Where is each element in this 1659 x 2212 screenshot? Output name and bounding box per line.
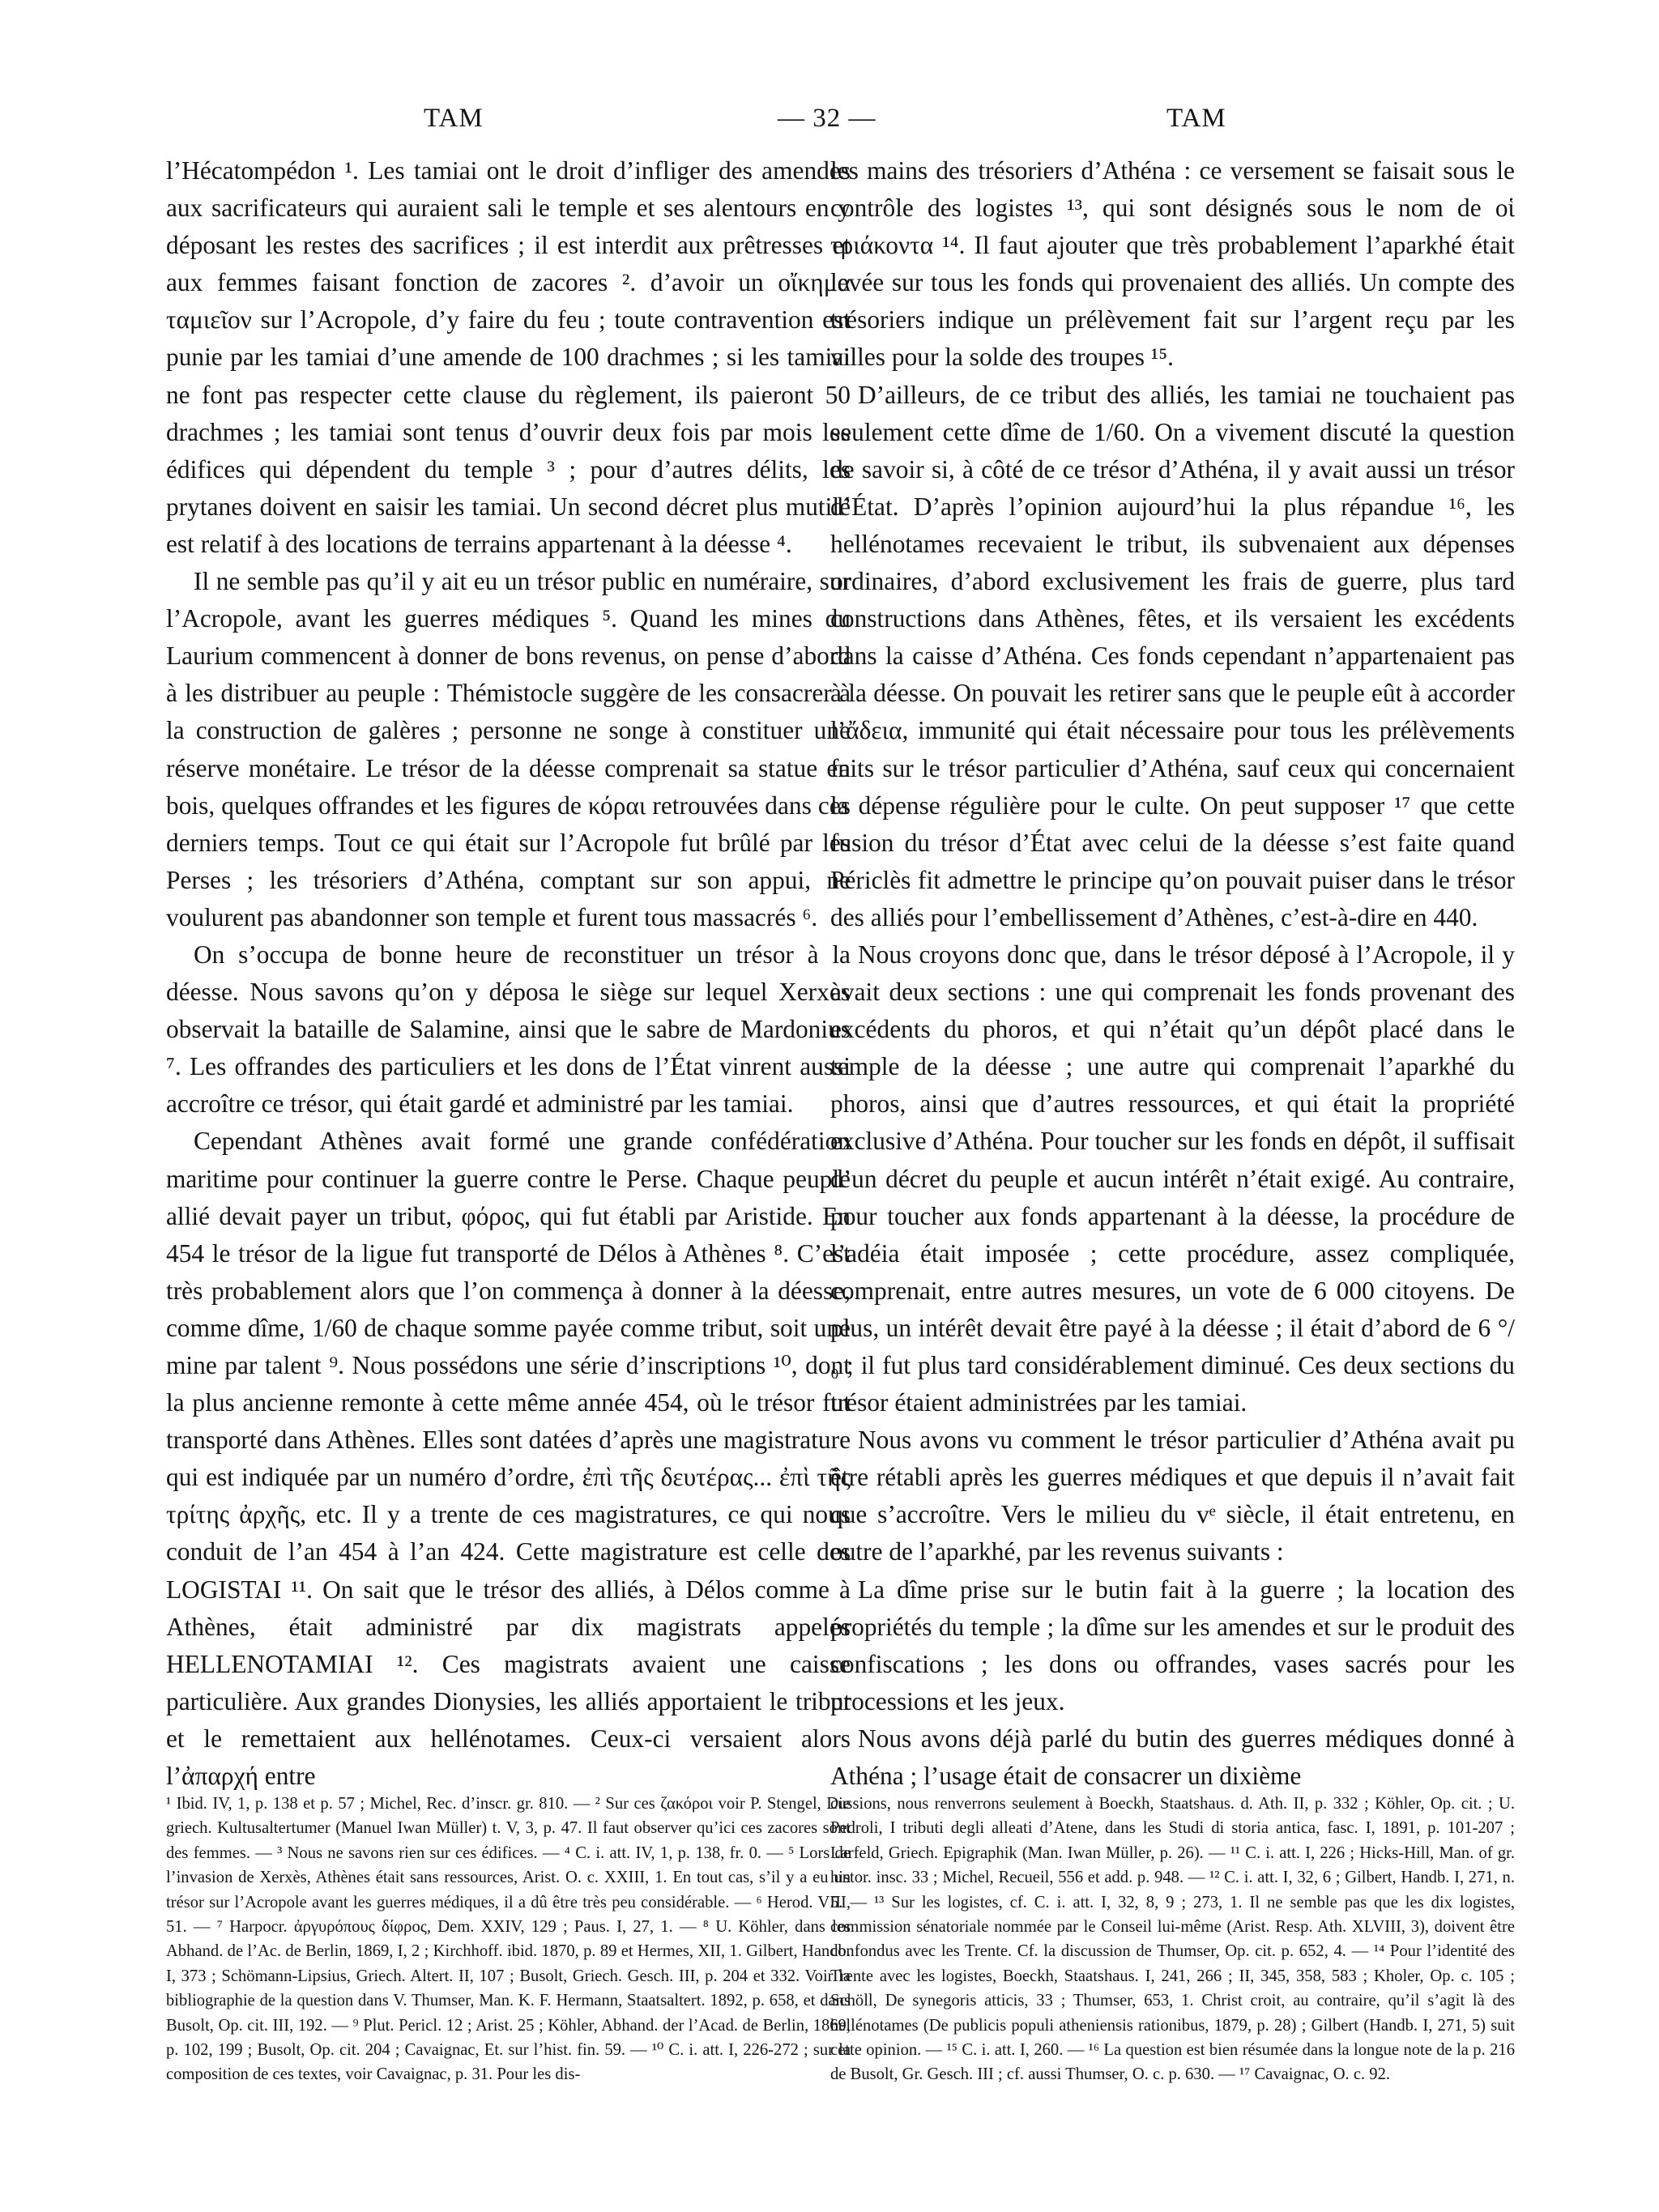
right-paragraph-1: les mains des trésoriers d’Athéna : ce versement se faisait sous le contrôle des logistes ¹³, qui sont désignés sous le nom de οἱ τριάκοντα ¹⁴. Il faut ajouter que très probablement l’aparkhé était levée sur tous les fonds qui provenaient des alliés. Un compte des trésoriers indique un prélèvement fait sur l’argent reçu par les villes pour la solde des troupes ¹⁵. [830,156,1515,372]
right-paragraph-6: Nous avons déjà parlé du butin des guerres médiques donné à Athéna ; l’usage était de consacrer un dixième [830,1724,1515,1791]
right-paragraph-3: Nous croyons donc que, dans le trésor déposé à l’Acropole, il y avait deux sections : une qui comprenait les fonds provenant des excédents du phoros, et qui n’était qu’un dépôt placé dans le temple de la déesse ; une autre qui comprenait l’aparkhé du phoros, ainsi que d’autres ressources, et qui était la propriété exclusive d’Athéna. Pour toucher sur les fonds en dépôt, il suffisait d’un décret du peuple et aucun intérêt n’était exigé. Au contraire, pour toucher aux fonds appartenant à la déesse, la procédure de l’adéia était imposée ; cette procédure, assez compliquée, comprenait, entre autres mesures, un vote de 6 000 citoyens. De plus, un intérêt devait être payé à la déesse ; il était d’abord de 6 °/₀ ; il fut plus tard considérablement diminué. Ces deux sections du trésor étaient administrées par les tamiai. [830,940,1515,1417]
footnotes-right [830,1792,1515,2087]
left-paragraph-2: Il ne semble pas qu’il y ait eu un trésor public en numéraire, sur l’Acropole, avant les guerres médiques ⁵. Quand les mines du Laurium commencent à donner de bons revenus, on pense d’abord à les distribuer au peuple : Thémistocle suggère de les consacrer à la construction de galères ; personne ne songe à constituer une réserve monétaire. Le trésor de la déesse comprenait sa statue en bois, quelques offrandes et les figures de κόραι retrouvées dans ces derniers temps. Tout ce qui était sur l’Acropole fut brûlé par les Perses ; les trésoriers d’Athéna, comptant sur son appui, ne voulurent pas abandonner son temple et furent tous massacrés ⁶. [166,567,851,931]
right-paragraph-2: D’ailleurs, de ce tribut des alliés, les tamiai ne touchaient pas seulement cette dîme de 1/60. On a vivement discuté la question de savoir si, à côté de ce trésor d’Athéna, il y avait aussi un trésor d’État. D’après l’opinion aujourd’hui la plus répandue ¹⁶, les hellénotames recevaient le tribut, ils subvenaient aux dépenses ordinaires, d’abord exclusivement les frais de guerre, plus tard constructions dans Athènes, fêtes, et ils versaient les excédents dans la caisse d’Athéna. Ces fonds cependant n’appartenaient pas à la déesse. On pouvait les retirer sans que le peuple eût à accorder l’ἄδεια, immunité qui était nécessaire pour tous les prélèvements faits sur le trésor particulier d’Athéna, sauf ceux qui concernaient la dépense régulière pour le culte. On peut supposer ¹⁷ que cette fusion du trésor d’État avec celui de la déesse s’est faite quand Périclès fit admettre le principe qu’on pouvait puiser dans le trésor des alliés pour l’embellissement d’Athènes, c’est-à-dire en 440. [830,380,1515,931]
left-paragraph-4: Cependant Athènes avait formé une grande confédération maritime pour continuer la guerre contre le Perse. Chaque peuple allié devait payer un tribut, φόρος, qui fut établi par Aristide. En 454 le trésor de la ligue fut transporté de Délos à Athènes ⁸. C’est très probablement alors que l’on commença à donner à la déesse, comme dîme, 1/60 de chaque somme payée comme tribut, soit une mine par talent ⁹. Nous possédons une série d’inscriptions ¹⁰, dont la plus ancienne remonte à cette même année 454, où le trésor fut transporté dans Athènes. Elles sont datées d’après une magistrature qui est indiquée par un numéro d’ordre, ἐπὶ τῆς δευτέρας... ἐπὶ τῆς τρίτης ἀρχῆς, etc. Il y a trente de ces magistratures, ce qui nous conduit de l’an 454 à l’an 424. Cette magistrature est celle des LOGISTAI ¹¹. On sait que le trésor des alliés, à Délos comme à Athènes, était administré par dix magistrats appelés HELLENOTAMIAI ¹². Ces magistrats avaient une caisse particulière. Aux grandes Dionysies, les alliés apportaient le tribut et le remettaient aux hellénotames. Ceux-ci versaient alors l’ἀπαρχή entre [166,1127,851,1791]
left-paragraph-3: On s’occupa de bonne heure de reconstituer un trésor à la déesse. Nous savons qu’on y déposa le siège sur lequel Xerxès observait la bataille de Salamine, ainsi que le sabre de Mardonius ⁷. Les offrandes des particuliers et les dons de l’État vinrent aussi accroître ce trésor, qui était gardé et administré par les tamiai. [166,940,851,1119]
footnotes-right-text: cussions, nous renverrons seulement à Boeckh, Staatshaus. d. Ath. II, p. 332 ; Köhler, Op. cit. ; U. Pedroli, I tributi degli alleati d’Atene, dans les Studi di storia antica, fasc. I, 1891, p. 101-207 ; Larfeld, Griech. Epigraphik (Man. Iwan Müller, p. 26). — ¹¹ C. i. att. I, 226 ; Hicks-Hill, Man. of gr. histor. insc. 33 ; Michel, Recueil, 556 et add. p. 948. — ¹² C. i. att. I, 32, 6 ; Gilbert, Handb. I, 271, n. 5. — ¹³ Sur les logistes, cf. C. i. att. I, 32, 8, 9 ; 273, 1. Il ne semble pas que les dix logistes, commission sénatoriale nommée par le Conseil lui-même (Arist. Resp. Ath. XLVIII, 3), doivent être confondus avec les Trente. Cf. la discussion de Thumser, Op. cit. p. 652, 4. — ¹⁴ Pour l’identité des Trente avec les logistes, Boeckh, Staatshaus. I, 241, 266 ; II, 345, 358, 583 ; Kholer, Op. c. 105 ; Schöll, De synegoris atticis, 33 ; Thumser, 653, 1. Christ croit, au contraire, qu’il s’agit là des hellénotames (De publicis populi atheniensis rationibus, 1879, p. 28) ; Gilbert (Handb. I, 271, 5) suit cette opinion. — ¹⁵ C. i. att. I, 260. — ¹⁶ La question est bien résumée dans la longue note de la p. 216 de Busolt, Gr. Gesch. III ; cf. aussi Thumser, O. c. p. 630. — ¹⁷ Cavaignac, O. c. 92. [830,1795,1515,2084]
running-head-left: TAM [424,104,484,133]
left-paragraph-1: l’Hécatompédon ¹. Les tamiai ont le droit d’infliger des amendes aux sacrificateurs qui auraient sali le temple et ses alentours en y déposant les restes des sacrifices ; il est interdit aux prêtresses et aux femmes faisant fonction de zacores ². d’avoir un οἴκημα ταμιεῖον sur l’Acropole, d’y faire du feu ; toute contravention est punie par les tamiai d’une amende de 100 drachmes ; si les tamiai ne font pas respecter cette clause du règlement, ils paieront 50 drachmes ; les tamiai sont tenus d’ouvrir deux fois par mois les édifices qui dépendent du temple ³ ; pour d’autres délits, les prytanes doivent en saisir les tamiai. Un second décret plus mutilé est relatif à des locations de terrains appartenant à la déesse ⁴. [166,156,851,558]
right-paragraph-5: La dîme prise sur le butin fait à la guerre ; la location des propriétés du temple ; la dîme sur les amendes et sur le produit des confiscations ; les dons ou offrandes, vases sacrés pour les processions et les jeux. [830,1575,1515,1715]
footnotes-left [166,1792,851,2087]
right-column [830,152,1515,1795]
right-paragraph-4: Nous avons vu comment le trésor particulier d’Athéna avait pu être rétabli après les guerres médiques et que depuis il n’avait fait que s’accroître. Vers le milieu du vᵉ siècle, il était entretenu, en outre de l’aparkhé, par les revenus suivants : [830,1426,1515,1566]
footnotes-left-text: ¹ Ibid. IV, 1, p. 138 et p. 57 ; Michel, Rec. d’inscr. gr. 810. — ² Sur ces ζακόροι voir P. Stengel, Die griech. Kultusaltertumer (Manuel Iwan Müller) t. V, 3, p. 47. Il faut observer qu’ici ces zacores sont des femmes. — ³ Nous ne savons rien sur ces édifices. — ⁴ C. i. att. IV, 1, p. 138, fr. 0. — ⁵ Lors de l’invasion de Xerxès, Athènes était sans ressources, Arist. O. c. XXIII, 1. En tout cas, s’il y a eu un trésor sur l’Acropole avant les guerres médiques, il a dû être très peu considérable. — ⁶ Herod. VIII, 51. — ⁷ Harpocr. ἀργυρόπους δίφρος, Dem. XXIV, 129 ; Paus. I, 27, 1. — ⁸ U. Köhler, dans les Abhand. de l’Ac. de Berlin, 1869, I, 2 ; Kirchhoff. ibid. 1870, p. 89 et Hermes, XII, 1. Gilbert, Handb. I, 373 ; Schömann-Lipsius, Griech. Altert. II, 107 ; Busolt, Griech. Gesch. III, p. 204 et 332. Voir la bibliographie de la question dans V. Thumser, Man. K. F. Hermann, Staatsaltert. 1892, p. 658, et dans Busolt, Op. cit. III, 192. — ⁹ Plut. Pericl. 12 ; Arist. 25 ; Köhler, Abhand. der l’Acad. de Berlin, 1869, p. 102, 199 ; Busolt, Op. cit. 204 ; Cavaignac, Et. sur l’hist. fin. 59. — ¹⁰ C. i. att. I, 226-272 ; sur la composition de ces textes, voir Cavaignac, p. 31. Pour les dis- [166,1795,851,2084]
left-column [166,152,851,1795]
page-number: — 32 — [778,104,876,133]
running-head-right: TAM [1166,104,1226,133]
